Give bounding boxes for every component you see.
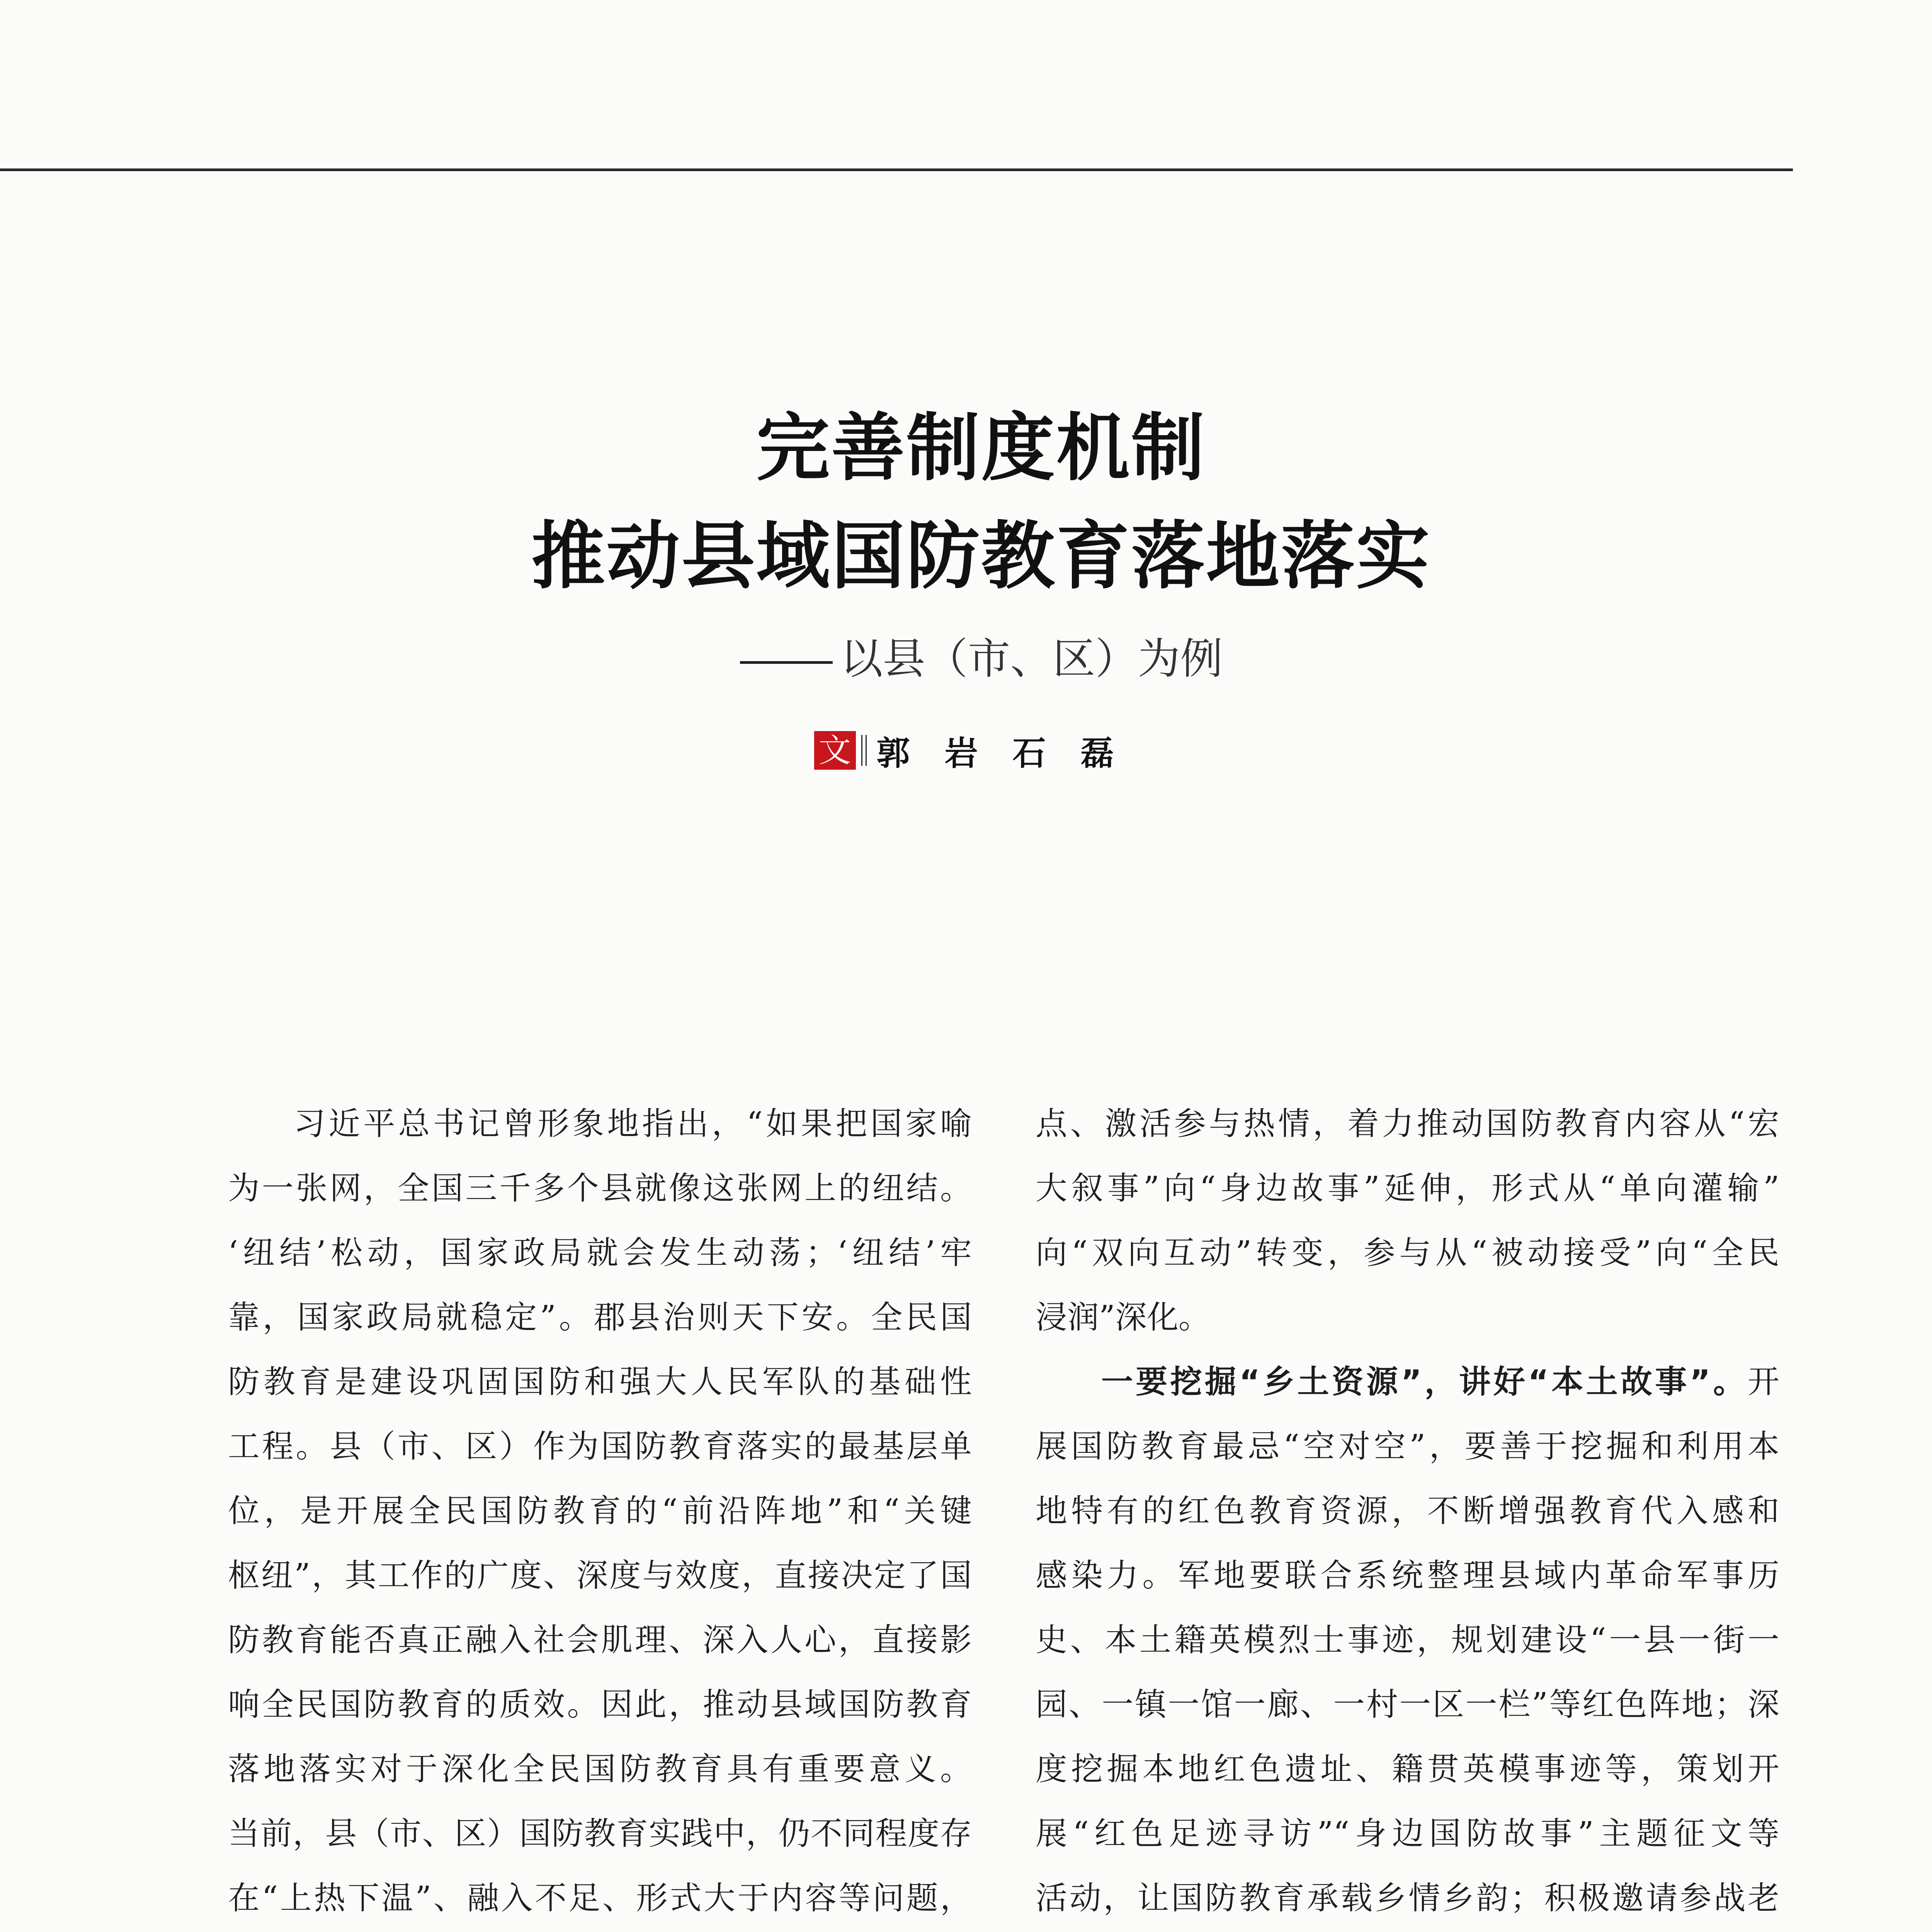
- point-1-first-line: [1036, 1350, 1779, 1414]
- text-line: 习近平总书记曾形象地指出，“如果把国家喻: [294, 1105, 972, 1142]
- subtitle-text: 以县（市、区）为例: [840, 634, 1223, 684]
- text-line: 落地落实对于深化全民国防教育具有重要意义。: [228, 1751, 972, 1787]
- text-line: 活动，让国防教育承载乡情乡韵；积极邀请参战老: [1036, 1880, 1779, 1917]
- text-line: 防教育是建设巩固国防和强大人民军队的基础性: [228, 1364, 972, 1400]
- text-line: [228, 1930, 972, 1932]
- text-line: 位，是开展全民国防教育的“前沿阵地”和“关键: [228, 1493, 972, 1529]
- text-line: 枢纽”，其工作的广度、深度与效度，直接决定了国: [228, 1557, 972, 1594]
- text-line: 点、激活参与热情，着力推动国防教育内容从“宏: [1036, 1105, 1779, 1142]
- point-1-paragraph: [1036, 1414, 1779, 1932]
- text-line: 防教育能否真正融入社会肌理、深入人心，直接影: [228, 1622, 972, 1658]
- article-title-line-1: 完善制度机制: [756, 405, 1206, 491]
- continued-paragraph: [1036, 1092, 1779, 1350]
- byline-authors: 郭岩石磊: [876, 734, 1149, 773]
- byline-label-badge: 文: [814, 731, 856, 770]
- text-line: 当前，县（市、区）国防教育实践中，仍不同程度存: [228, 1815, 972, 1852]
- subtitle-dash: [740, 661, 833, 664]
- point-1-lead: 一要挖掘“乡土资源”，讲好“本土故事”。: [1101, 1364, 1748, 1400]
- text-line: 展“红色足迹寻访”“身边国防故事”主题征文等: [1036, 1815, 1779, 1852]
- text-line: 地特有的红色教育资源，不断增强教育代入感和: [1036, 1493, 1779, 1529]
- article-subtitle: [0, 634, 1932, 684]
- header-rule: [0, 168, 1793, 171]
- intro-paragraph: [228, 1092, 972, 1932]
- text-line: 度挖掘本地红色遗址、籍贯英模事迹等，策划开: [1036, 1751, 1779, 1787]
- article-title-line-2: 推动县域国防教育落地落实: [531, 514, 1431, 599]
- text-line: ‘纽结’松动，国家政局就会发生动荡；‘纽结’牢: [228, 1235, 972, 1271]
- text-line: [1036, 1930, 1779, 1932]
- byline: [0, 726, 1932, 774]
- point-1-first-text: 开: [1747, 1364, 1779, 1400]
- text-line: 靠，国家政局就稳定”。郡县治则天下安。全民国: [228, 1299, 972, 1336]
- right-column: [1036, 1092, 1779, 1932]
- text-line: 为一张网，全国三千多个县就像这张网上的纽结。: [228, 1170, 972, 1207]
- text-line: 工程。县（市、区）作为国防教育落实的最基层单: [228, 1428, 972, 1465]
- text-line: 响全民国防教育的质效。因此，推动县域国防教育: [228, 1686, 972, 1723]
- text-line: 感染力。军地要联合系统整理县域内革命军事历: [1036, 1557, 1779, 1594]
- text-line: 园、一镇一馆一廊、一村一区一栏”等红色阵地；深: [1036, 1686, 1779, 1723]
- text-line: 展国防教育最忌“空对空”，要善于挖掘和利用本: [1036, 1428, 1779, 1465]
- left-column: [228, 1092, 972, 1932]
- text-line: 史、本土籍英模烈士事迹，规划建设“一县一街一: [1036, 1622, 1779, 1658]
- text-line: 向“双向互动”转变，参与从“被动接受”向“全民: [1036, 1235, 1779, 1271]
- text-line: 浸润”深化。: [1036, 1299, 1210, 1336]
- text-line: 大叙事”向“身边故事”延伸，形式从“单向灌输”: [1036, 1170, 1779, 1207]
- byline-divider-icon: [861, 735, 867, 766]
- text-line: 在“上热下温”、融入不足、形式大于内容等问题，: [228, 1880, 972, 1917]
